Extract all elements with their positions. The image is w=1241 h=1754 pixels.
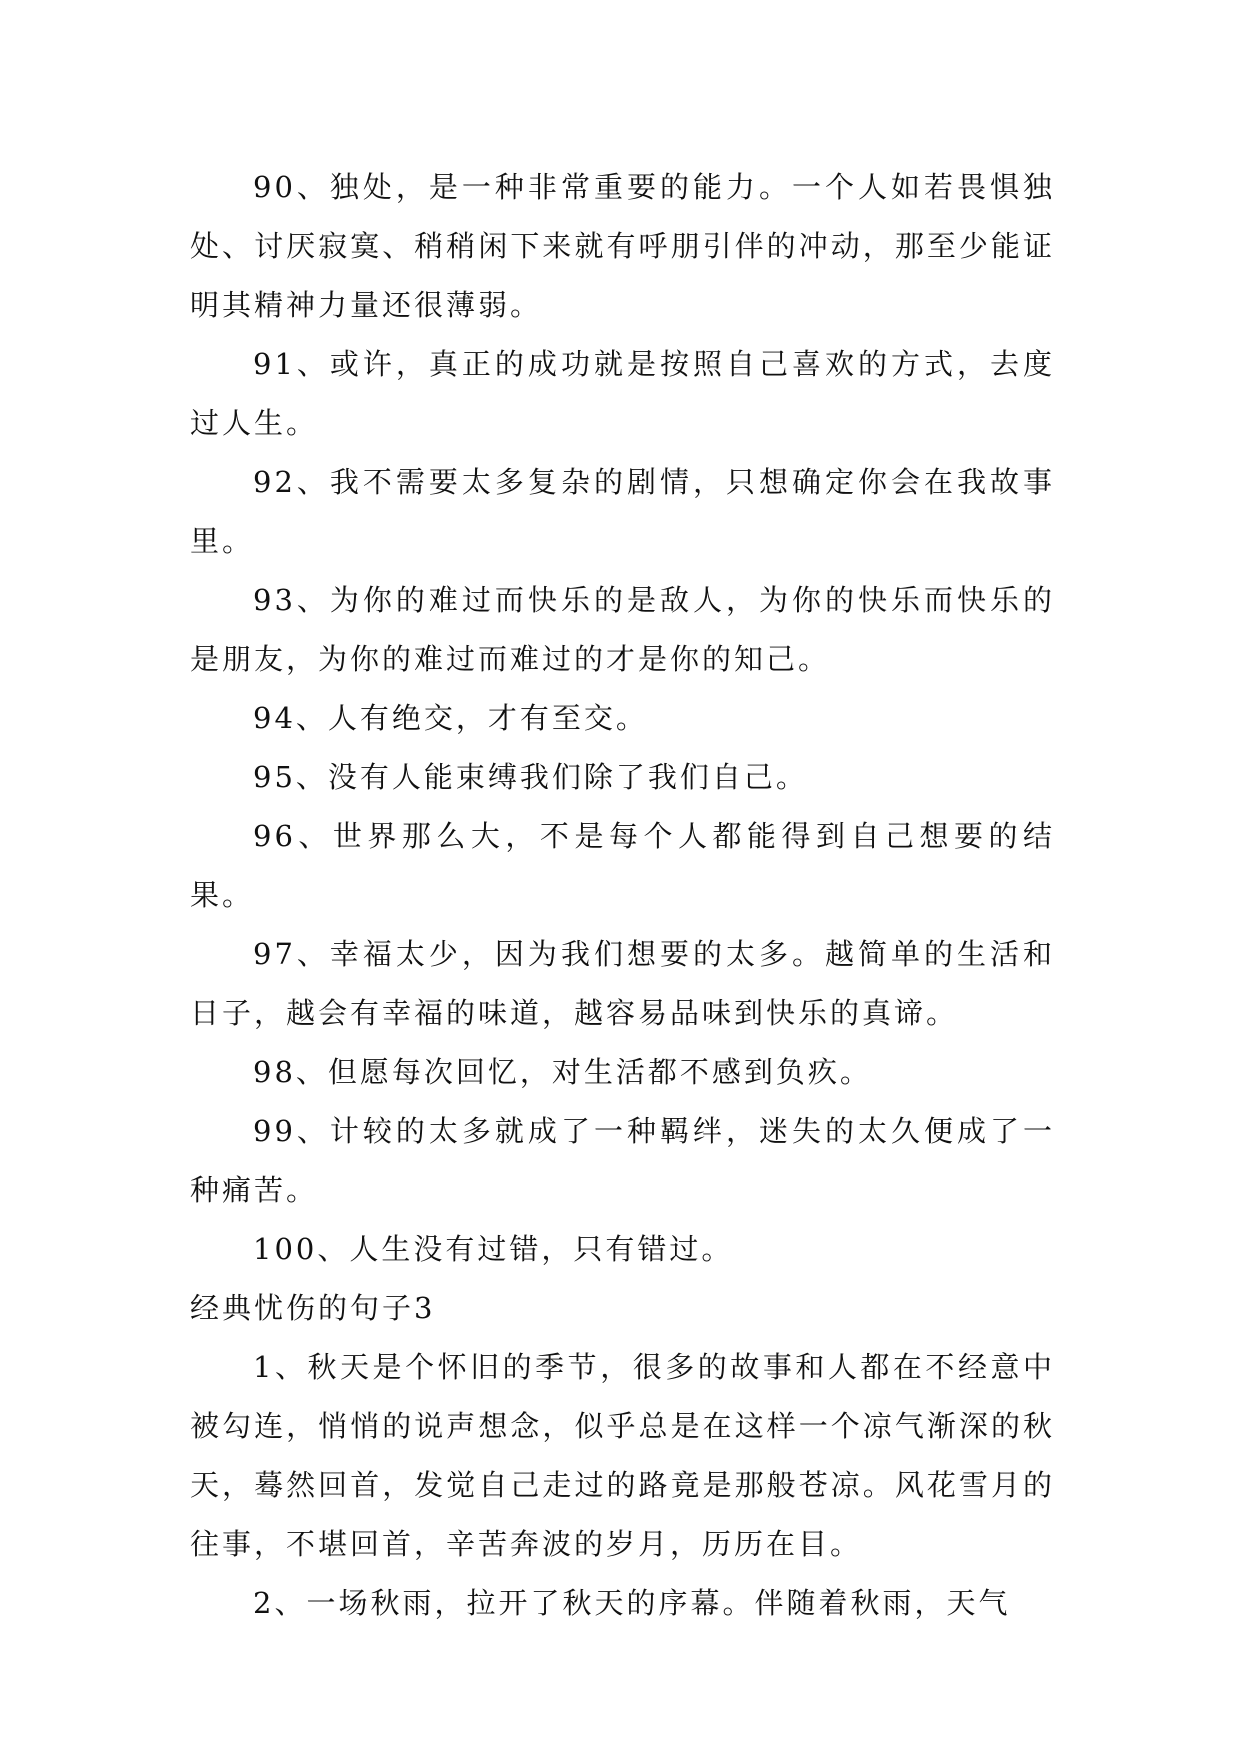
paragraph-100: 100、人生没有过错，只有错过。 — [253, 1232, 734, 1266]
paragraph-92: 92、我不需要太多复杂的剧情，只想确定你会在我故事里。 — [190, 465, 1055, 558]
paragraph-91: 91、或许，真正的成功就是按照自己喜欢的方式，去度过人生。 — [190, 347, 1055, 440]
paragraph-93: 93、为你的难过而快乐的是敌人，为你的快乐而快乐的是朋友，为你的难过而难过的才是你的知己。 — [190, 583, 1055, 676]
paragraph-90: 90、独处，是一种非常重要的能力。一个人如若畏惧独处、讨厌寂寞、稍稍闲下来就有呼朋引伴的冲动，那至少能证明其精神力量还很薄弱。 — [190, 170, 1055, 322]
paragraph-97: 97、幸福太少，因为我们想要的太多。越简单的生活和日子，越会有幸福的味道，越容易品味到快乐的真谛。 — [190, 937, 1055, 1030]
document-page — [190, 158, 1055, 1633]
paragraph-section3-1: 1、秋天是个怀旧的季节，很多的故事和人都在不经意中被勾连，悄悄的说声想念，似乎总是在这样一个凉气渐深的秋天，蓦然回首，发觉自己走过的路竟是那般苍凉。风花雪月的往事，不堪回首，辛苦奔波的岁月，历历在目。 — [190, 1350, 1055, 1561]
paragraph-95: 95、没有人能束缚我们除了我们自己。 — [253, 760, 808, 794]
paragraph-99: 99、计较的太多就成了一种羁绊，迷失的太久便成了一种痛苦。 — [190, 1114, 1055, 1207]
paragraph-98: 98、但愿每次回忆，对生活都不感到负疚。 — [253, 1055, 872, 1089]
section-heading: 经典忧伤的句子3 — [190, 1291, 436, 1325]
paragraph-96: 96、世界那么大，不是每个人都能得到自己想要的结果。 — [190, 819, 1055, 912]
paragraph-section3-2: 2、一场秋雨，拉开了秋天的序幕。伴随着秋雨，天气 — [253, 1586, 1011, 1620]
paragraph-94: 94、人有绝交，才有至交。 — [253, 701, 648, 735]
